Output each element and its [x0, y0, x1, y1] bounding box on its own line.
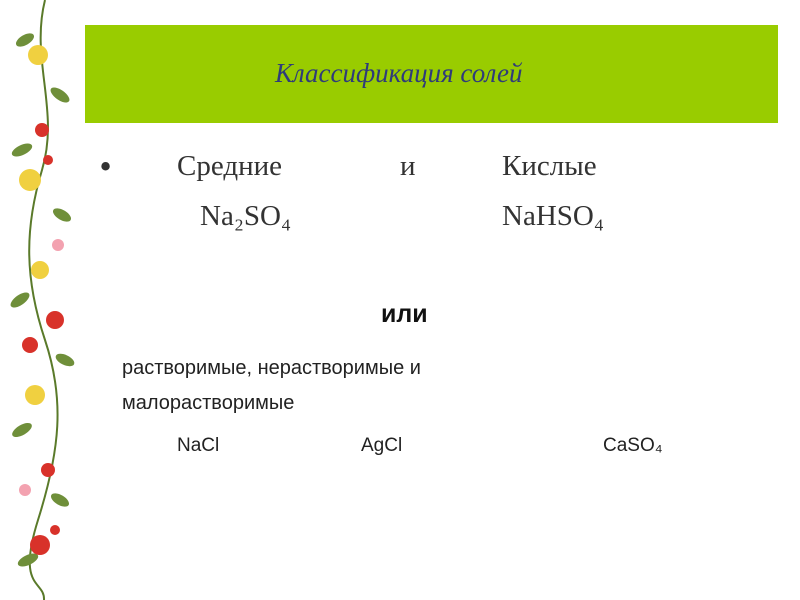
category-medium: Средние [177, 150, 282, 182]
slide-title: Классификация солей [275, 58, 523, 88]
bullet-marker: • [97, 150, 115, 184]
formula-agcl: AgCl [361, 435, 403, 456]
conjunction-and: и [400, 150, 416, 182]
formula-na2so4: Na₂SO₄ [200, 200, 292, 232]
or-label: или [381, 300, 428, 328]
formula-caso4: CaSO₄ [603, 435, 663, 456]
formula-nahso4: NaHSO₄ [502, 200, 604, 232]
category-acidic: Кислые [502, 150, 597, 182]
title-bar [85, 25, 778, 123]
solubility-line-1: растворимые, нерастворимые и [122, 357, 421, 379]
formula-nacl: NaCl [177, 435, 220, 456]
rose-vine-decoration-icon [0, 0, 90, 600]
solubility-line-2: малорастворимые [122, 392, 295, 414]
